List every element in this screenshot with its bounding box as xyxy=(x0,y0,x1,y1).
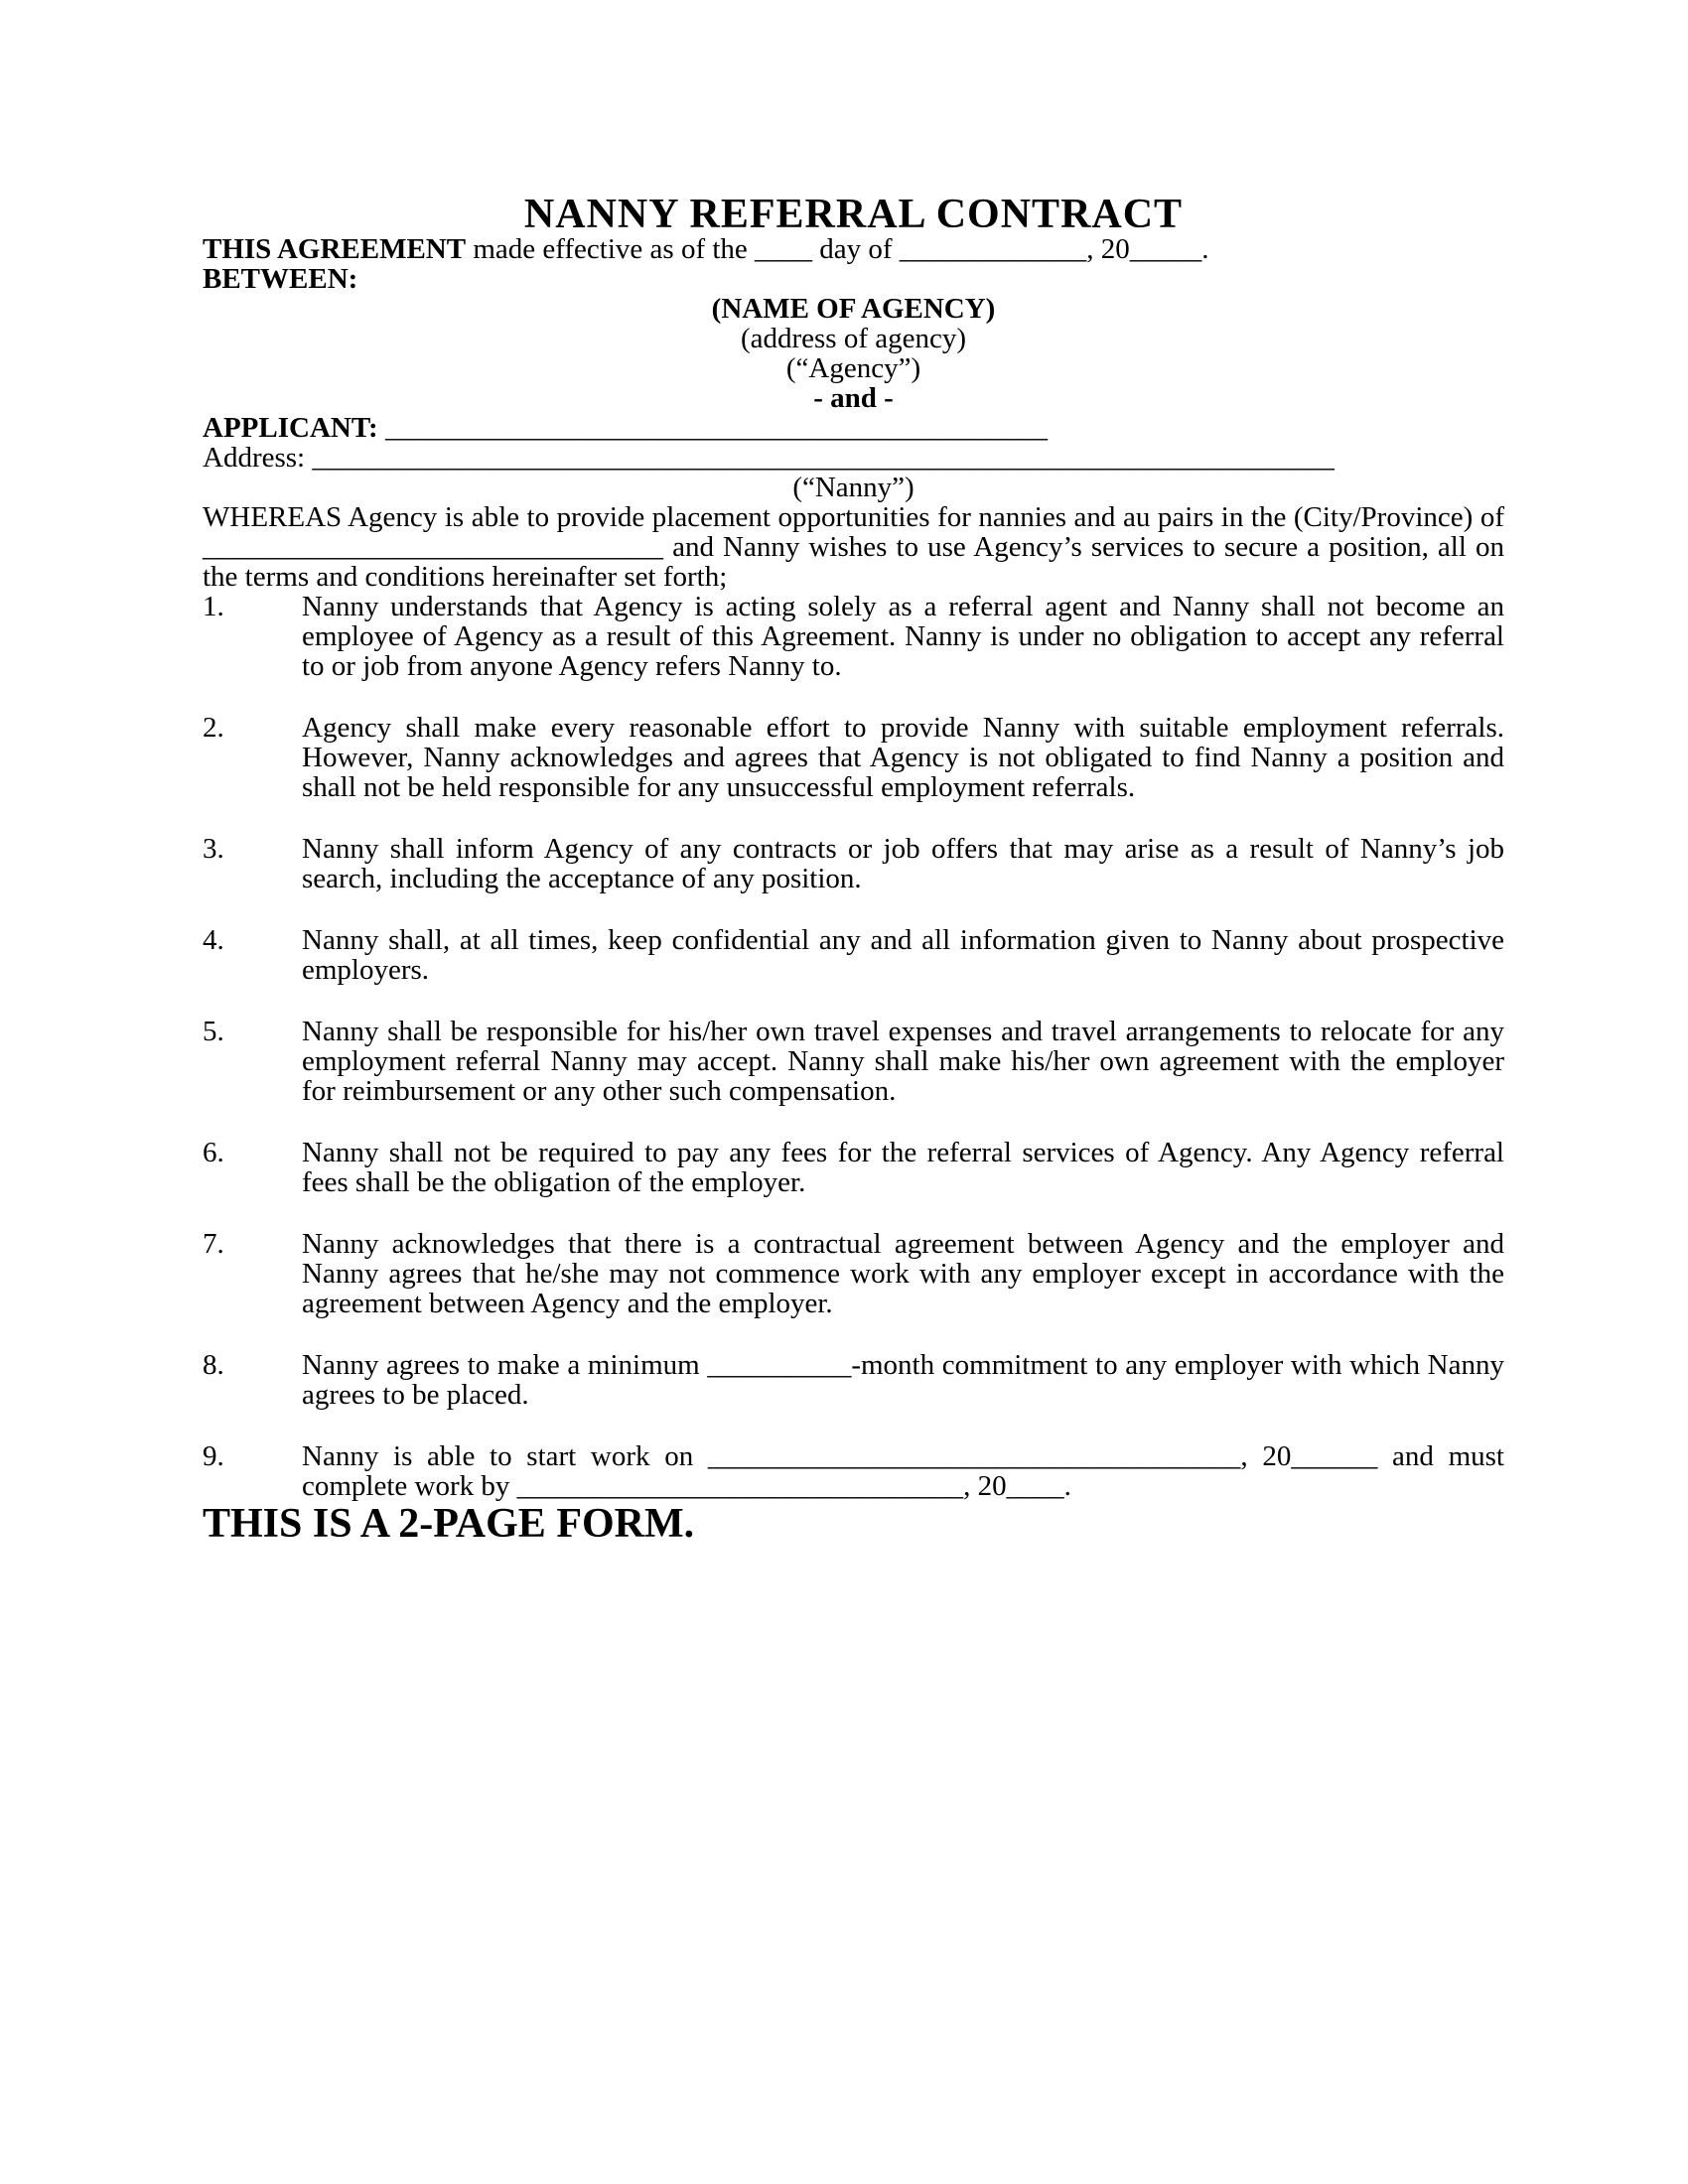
applicant-address-line xyxy=(203,443,1504,473)
clause-text: Nanny is able to start work on _____________________________________, 20______ and must complete work by _______________________________, 20____. xyxy=(302,1440,1504,1502)
clauses-list xyxy=(203,592,1504,1501)
clause-5 xyxy=(203,1017,1504,1106)
applicant-line xyxy=(203,413,1504,443)
clause-text: Nanny shall inform Agency of any contracts or job offers that may arise as a result of Nanny’s job search, including the acceptance of any position. xyxy=(302,833,1504,894)
clause-number: 8. xyxy=(203,1349,224,1381)
clause-text: Nanny shall be responsible for his/her own travel expenses and travel arrangements to relocate for any employment referral Nanny may accept. Nanny shall make his/her own agreement with the employer for reimbursement or any other such compensation. xyxy=(302,1016,1504,1107)
clause-4 xyxy=(203,925,1504,985)
clause-9 xyxy=(203,1441,1504,1501)
nanny-alias: (“Nanny”) xyxy=(792,472,914,503)
clause-2 xyxy=(203,713,1504,802)
intro-clause xyxy=(203,234,1504,264)
clause-number: 1. xyxy=(203,591,224,622)
document-title: NANNY REFERRAL CONTRACT xyxy=(523,192,1184,237)
clause-text: Agency shall make every reasonable effort to provide Nanny with suitable employment referrals. However, Nanny acknowledges and agrees that Agency is not obligated to find Nanny a position and shall not be held responsible for any unsuccessful employment referrals. xyxy=(302,712,1504,803)
address-blank-field: _______________________________________________________________________ xyxy=(312,442,1335,474)
intro-lead: THIS AGREEMENT xyxy=(203,233,467,265)
agency-name: (NAME OF AGENCY) xyxy=(711,293,996,325)
whereas-clause: WHEREAS Agency is able to provide placement opportunities for nannies and au pairs in the (City/Province) of ________________________________ and Nanny wishes to use Agency’s services to secure a position, all on the terms and conditions hereinafter set forth; xyxy=(203,501,1504,593)
clause-text: Nanny shall not be required to pay any fees for the referral services of Agency. Any Agency referral fees shall be the obligation of the employer. xyxy=(302,1137,1504,1198)
clause-7 xyxy=(203,1229,1504,1318)
clause-text: Nanny shall, at all times, keep confidential any and all information given to Nanny about prospective employers. xyxy=(302,924,1504,986)
clause-text: Nanny acknowledges that there is a contractual agreement between Agency and the employer and Nanny agrees that he/she may not commence work with any employer except in accordance with the agreement between Agency and the employer. xyxy=(302,1228,1504,1319)
intro-text: made effective as of the ____ day of _____________, 20_____. xyxy=(466,233,1209,265)
and-separator: - and - xyxy=(813,382,894,414)
applicant-label: APPLICANT: xyxy=(203,412,378,444)
agency-block xyxy=(203,294,1504,383)
agency-address: (address of agency) xyxy=(740,323,967,354)
between-label: BETWEEN: xyxy=(203,263,358,295)
clause-number: 5. xyxy=(203,1016,224,1047)
clause-text: Nanny agrees to make a minimum __________-month commitment to any employer with which Nanny agrees to be placed. xyxy=(302,1349,1504,1411)
clause-number: 7. xyxy=(203,1228,224,1260)
clause-3 xyxy=(203,834,1504,893)
agency-alias: (“Agency”) xyxy=(785,352,921,384)
clause-1 xyxy=(203,592,1504,681)
clause-6 xyxy=(203,1138,1504,1197)
clause-text: Nanny understands that Agency is acting solely as a referral agent and Nanny shall not become an employee of Agency as a result of this Agreement. Nanny is under no obligation to accept any referral to or job from anyone Agency refers Nanny to. xyxy=(302,591,1504,682)
address-label: Address: xyxy=(203,442,306,474)
clause-number: 2. xyxy=(203,712,224,744)
applicant-blank-field: ______________________________________________ xyxy=(384,412,1048,444)
clause-number: 3. xyxy=(203,833,224,865)
clause-number: 9. xyxy=(203,1440,224,1472)
clause-number: 6. xyxy=(203,1137,224,1168)
clause-number: 4. xyxy=(203,924,224,956)
clause-8 xyxy=(203,1350,1504,1410)
two-page-form-note: THIS IS A 2-PAGE FORM. xyxy=(203,1501,695,1547)
